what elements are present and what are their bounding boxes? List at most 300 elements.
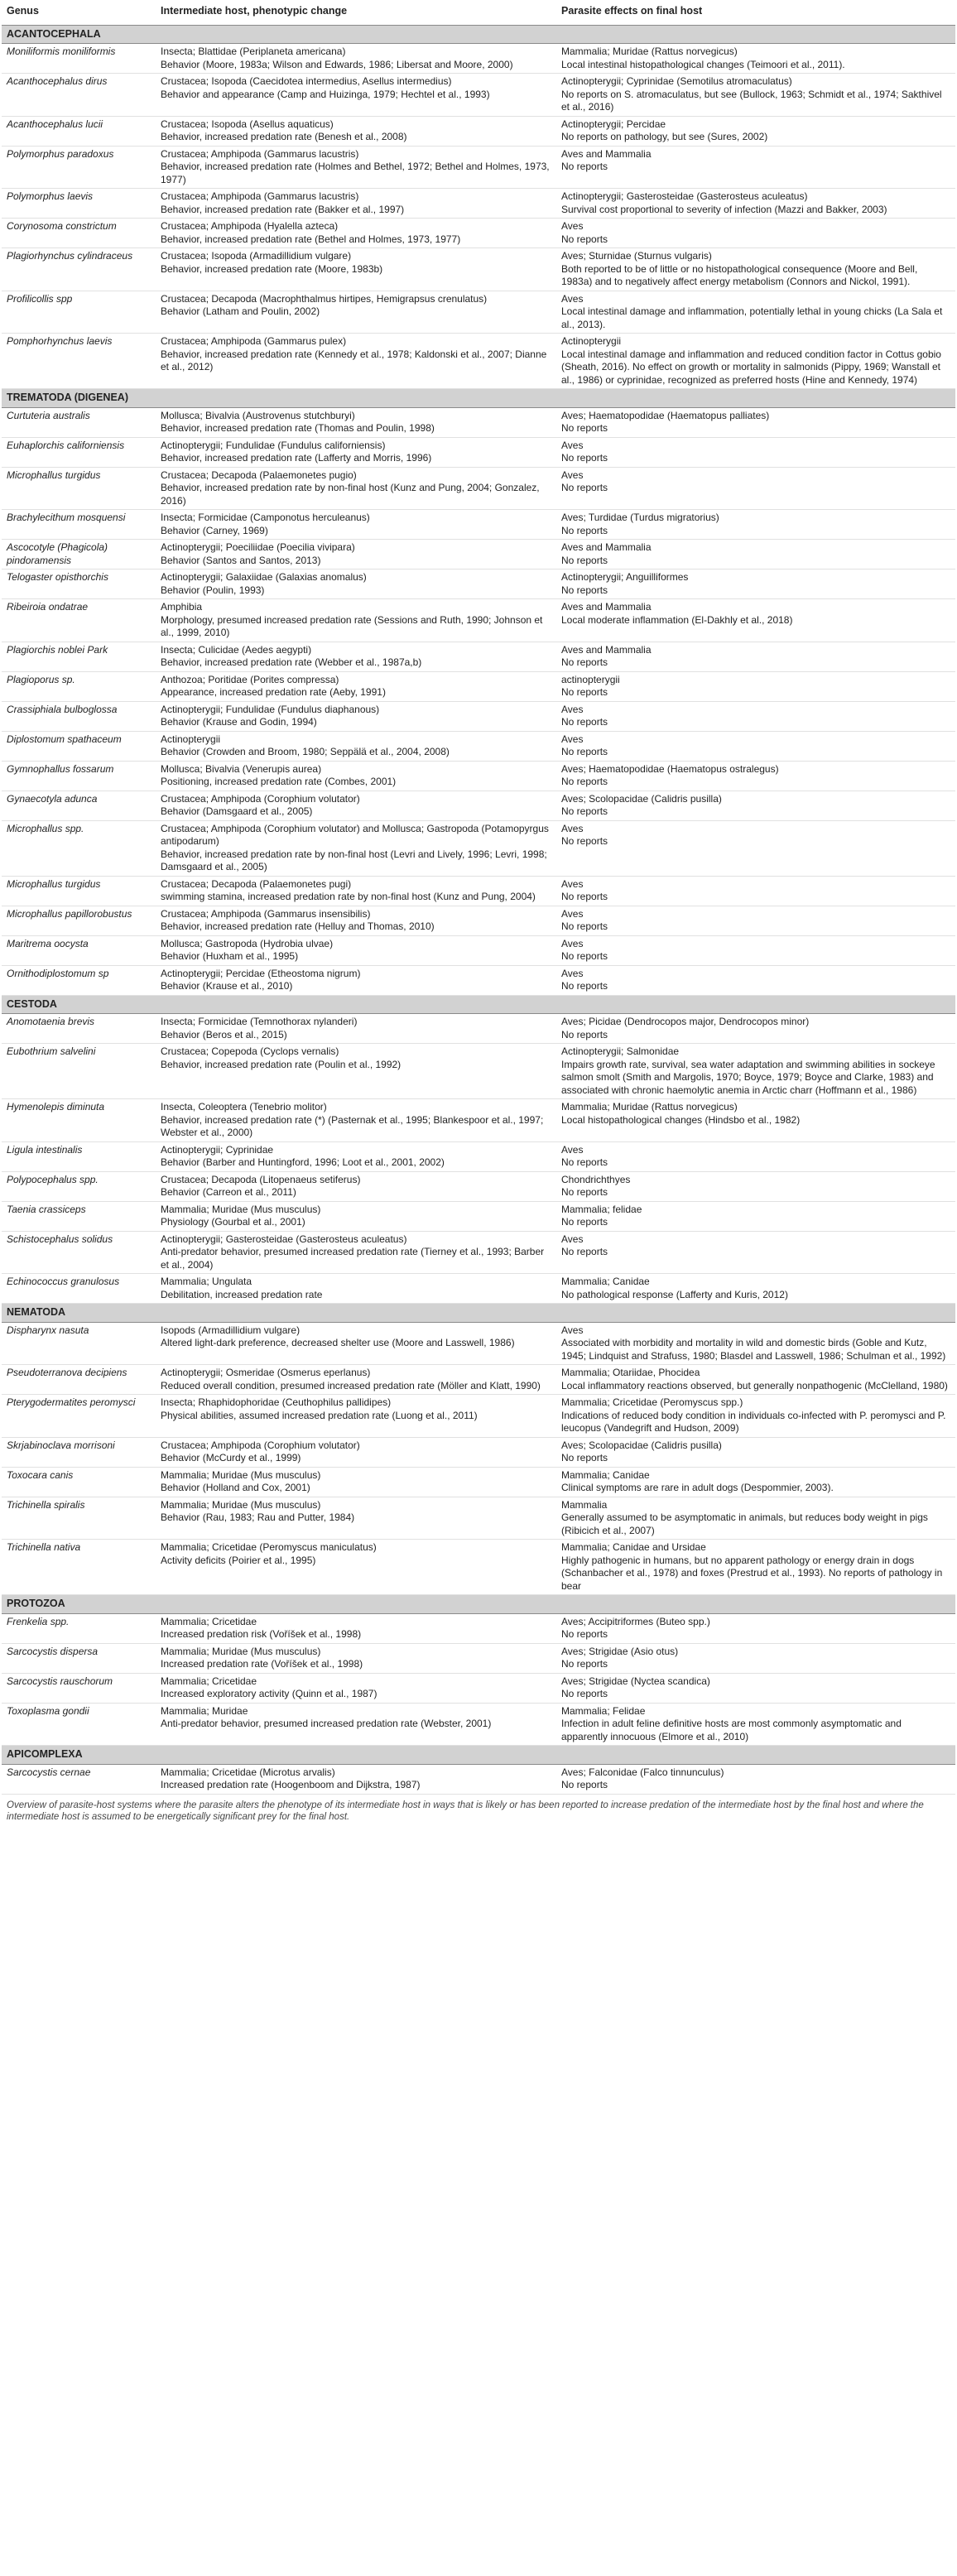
table-row [2, 189, 955, 219]
final-host-effect-cell [556, 1322, 955, 1365]
host-line: Crustacea; Amphipoda (Gammarus lacustris) [161, 190, 359, 202]
final-host-effect-cell [556, 671, 955, 701]
effect-line: No reports on pathology, but see (Sures, 2002) [561, 131, 768, 142]
effect-line: Actinopterygii; Gasterosteidae (Gasterosteus aculeatus) [561, 190, 808, 202]
genus-cell: Moniliformis moniliformis [2, 44, 156, 74]
host-line: Crustacea; Amphipoda (Corophium volutator) [161, 792, 360, 805]
host-line: Actinopterygii; Poeciliidae (Poecilia vivipara) [161, 541, 355, 553]
effect-line: Aves and Mammalia [561, 541, 652, 553]
final-host-effect-cell [556, 791, 955, 820]
genus-cell: Polypocephalus spp. [2, 1171, 156, 1201]
table-row [2, 599, 955, 642]
effect-line: No reports on S. atromaculatus, but see (Bullock, 1963; Schmidt et al., 1974; Sakthivel et al., 2016) [561, 88, 942, 113]
effect-line: Indications of reduced body condition in individuals co-infected with P. peromysci and P. leucopus (Vandegrift and Hudson, 2009) [561, 1409, 946, 1434]
host-line: Behavior (Damsgaard et al., 2005) [161, 805, 313, 817]
final-host-effect-cell [556, 701, 955, 731]
effect-line: Local moderate inflammation (El-Dakhly et al., 2018) [561, 613, 793, 626]
host-line: Actinopterygii; Osmeridae (Osmerus eperlanus) [161, 1367, 371, 1378]
effect-line: Aves [561, 822, 584, 834]
host-line: Actinopterygii; Galaxiidae (Galaxias anomalus) [161, 571, 367, 583]
host-line: Behavior, increased predation rate (Benesh et al., 2008) [161, 131, 407, 142]
final-host-effect-cell [556, 540, 955, 570]
effect-line: Mammalia; Felidae [561, 1704, 646, 1717]
final-host-effect-cell [556, 189, 955, 219]
effect-line: Mammalia; Otariidae, Phocidea [561, 1367, 700, 1378]
table-row [2, 291, 955, 334]
host-line: Crustacea; Decapoda (Palaemonetes pugi) [161, 877, 352, 890]
host-line: Mollusca; Bivalvia (Venerupis aurea) [161, 762, 322, 775]
table-row [2, 1141, 955, 1171]
effect-line: No reports [561, 746, 608, 757]
effect-line: No reports [561, 452, 608, 464]
host-line: Mammalia; Cricetidae [161, 1675, 257, 1687]
genus-cell: Plagioporus sp. [2, 671, 156, 701]
final-host-effect-cell [556, 1231, 955, 1274]
host-line: Behavior, increased predation rate (Lafferty and Morris, 1996) [161, 452, 432, 464]
final-host-effect-cell [556, 642, 955, 671]
intermediate-host-cell [156, 467, 556, 510]
final-host-effect-cell [556, 510, 955, 540]
host-line: Reduced overall condition, presumed increased predation rate (Möller and Klatt, 1990) [161, 1379, 541, 1391]
intermediate-host-cell [156, 219, 556, 248]
host-line: Mollusca; Bivalvia (Austrovenus stutchburyi) [161, 409, 355, 421]
genus-cell: Anomotaenia brevis [2, 1014, 156, 1044]
genus-cell: Gynaecotyla adunca [2, 791, 156, 820]
genus-cell: Skrjabinoclava morrisoni [2, 1437, 156, 1467]
effect-line: No reports [561, 980, 608, 992]
section-title: APICOMPLEXA [2, 1746, 955, 1765]
table-row [2, 44, 955, 74]
effect-line: Aves [561, 877, 584, 890]
section-header-row [2, 995, 955, 1014]
effect-line: No reports [561, 656, 608, 668]
final-host-effect-cell [556, 1643, 955, 1673]
host-line: Behavior (Crowden and Broom, 1980; Seppälä et al., 2004, 2008) [161, 746, 450, 757]
section-title: PROTOZOA [2, 1595, 955, 1614]
genus-cell: Corynosoma constrictum [2, 219, 156, 248]
host-line: Behavior, increased predation rate (Moore, 1983b) [161, 262, 383, 275]
section-title: CESTODA [2, 995, 955, 1014]
effect-line: Aves; Falconidae (Falco tinnunculus) [561, 1766, 724, 1778]
host-line: Increased predation rate (Hoogenboom and Dijkstra, 1987) [161, 1779, 421, 1790]
table-row [2, 791, 955, 820]
host-line: Positioning, increased predation rate (Combes, 2001) [161, 776, 397, 787]
effect-line: Aves [561, 937, 584, 949]
effect-line: No reports [561, 1028, 608, 1040]
host-line: Actinopterygii; Gasterosteidae (Gasterosteus aculeatus) [161, 1233, 407, 1245]
final-host-effect-cell [556, 1395, 955, 1438]
table-body [2, 25, 955, 1794]
effect-line: Associated with morbidity and mortality in wild and domestic birds (Goble and Kutz, 1945; Lindquist and Strafuss, 1980; Blasdel and Lasswell, 1986; Schulman et al., 1992) [561, 1337, 946, 1362]
table-row [2, 1703, 955, 1746]
effect-line: Aves; Strigidae (Nyctea scandica) [561, 1675, 710, 1687]
effect-line: Mammalia; Muridae (Rattus norvegicus) [561, 1101, 738, 1113]
host-line: Behavior (Latham and Poulin, 2002) [161, 305, 320, 317]
genus-cell: Gymnophallus fossarum [2, 761, 156, 791]
intermediate-host-cell [156, 731, 556, 761]
final-host-effect-cell [556, 599, 955, 642]
host-line: Behavior (Santos and Santos, 2013) [161, 554, 321, 566]
table-row [2, 1643, 955, 1673]
host-line: Mammalia; Cricetidae (Peromyscus maniculatus) [161, 1541, 377, 1553]
intermediate-host-cell [156, 1703, 556, 1746]
effect-line: Mammalia; Canidae [561, 1468, 650, 1481]
effect-line: Aves; Picidae (Dendrocopos major, Dendrocopos minor) [561, 1016, 810, 1027]
final-host-effect-cell [556, 876, 955, 906]
host-line: swimming stamina, increased predation rate by non-final host (Kunz and Pung, 2004) [161, 891, 536, 902]
genus-cell: Polymorphus paradoxus [2, 146, 156, 189]
intermediate-host-cell [156, 1467, 556, 1497]
genus-cell: Telogaster opisthorchis [2, 570, 156, 599]
genus-cell: Trichinella spiralis [2, 1497, 156, 1540]
final-host-effect-cell [556, 906, 955, 935]
table-row [2, 1467, 955, 1497]
host-line: Physical abilities, assumed increased predation rate (Luong et al., 2011) [161, 1409, 478, 1421]
intermediate-host-cell [156, 1201, 556, 1231]
intermediate-host-cell [156, 642, 556, 671]
genus-cell: Ascocotyle (Phagicola) pindoramensis [2, 540, 156, 570]
host-line: Mammalia; Cricetidae [161, 1615, 257, 1627]
effect-line: Mammalia; Canidae and Ursidae [561, 1541, 706, 1553]
table-row [2, 1322, 955, 1365]
table-row [2, 467, 955, 510]
effect-line: Clinical symptoms are rare in adult dogs (Despommier, 2003). [561, 1482, 834, 1493]
host-line: Behavior, increased predation rate (Webber et al., 1987a,b) [161, 656, 422, 668]
effect-line: Chondrichthyes [561, 1173, 631, 1185]
effect-line: Local intestinal damage and inflammation, potentially lethal in young chicks (La Sala et al., 2013). [561, 305, 943, 330]
effect-line: Aves and Mammalia [561, 601, 652, 613]
effect-line: Actinopterygii; Percidae [561, 118, 666, 130]
genus-cell: Sarcocystis dispersa [2, 1643, 156, 1673]
genus-cell: Dispharynx nasuta [2, 1322, 156, 1365]
effect-line: No reports [561, 891, 608, 902]
table-row [2, 642, 955, 671]
table-row [2, 965, 955, 995]
intermediate-host-cell [156, 570, 556, 599]
effect-line: Infection in adult feline definitive hosts are most commonly asymptomatic and apparently innocuous (Elmore et al., 2010) [561, 1718, 902, 1742]
host-line: Mammalia; Muridae (Mus musculus) [161, 1498, 321, 1511]
final-host-effect-cell [556, 935, 955, 965]
host-line: Behavior, increased predation rate by non-final host (Levri and Lively, 1996; Levri, 1998; Damsgaard et al., 2005) [161, 848, 547, 872]
effect-line: Aves and Mammalia [561, 147, 652, 160]
host-line: Appearance, increased predation rate (Aeby, 1991) [161, 686, 386, 698]
table-row [2, 510, 955, 540]
effect-line: Aves; Turdidae (Turdus migratorius) [561, 512, 719, 523]
host-line: Actinopterygii [161, 733, 221, 745]
final-host-effect-cell [556, 965, 955, 995]
effect-line: Aves and Mammalia [561, 643, 652, 656]
effect-line: Aves [561, 967, 584, 979]
host-line: Mammalia; Muridae (Mus musculus) [161, 1645, 321, 1657]
intermediate-host-cell [156, 1673, 556, 1703]
table-row [2, 1171, 955, 1201]
host-line: Mammalia; Muridae (Mus musculus) [161, 1468, 321, 1481]
table-row [2, 1673, 955, 1703]
effect-line: Aves [561, 1143, 584, 1156]
effect-line: No reports [561, 686, 608, 698]
genus-cell: Schistocephalus solidus [2, 1231, 156, 1274]
intermediate-host-cell [156, 820, 556, 876]
host-line: Amphibia [161, 601, 203, 613]
host-line: Mollusca; Gastropoda (Hydrobia ulvae) [161, 937, 334, 949]
table-row [2, 1099, 955, 1142]
intermediate-host-cell [156, 189, 556, 219]
host-line: Crustacea; Amphipoda (Gammarus lacustris) [161, 147, 359, 160]
intermediate-host-cell [156, 1613, 556, 1643]
intermediate-host-cell [156, 1141, 556, 1171]
effect-line: No reports [561, 1156, 608, 1168]
effect-line: Local intestinal damage and inflammation and reduced condition factor in Cottus gobio (Sheath, 2016). No effect on growth or mortality in salmonids (Pippy, 1969; Wanstall et al., 1986) or cyprinidae, recognized as preferred hosts (Hine and Kennedy, 1974) [561, 348, 941, 386]
final-host-effect-cell [556, 1613, 955, 1643]
table-row [2, 1437, 955, 1467]
genus-cell: Brachylecithum mosquensi [2, 510, 156, 540]
section-title: NEMATODA [2, 1304, 955, 1323]
effect-line: No reports [561, 554, 608, 566]
host-line: Morphology, presumed increased predation rate (Sessions and Ruth, 1990; Johnson et al., 1999, 2010) [161, 613, 543, 638]
host-line: Mammalia; Muridae (Mus musculus) [161, 1203, 321, 1215]
host-line: Crustacea; Isopoda (Asellus aquaticus) [161, 118, 334, 130]
host-line: Crustacea; Decapoda (Macrophthalmus hirtipes, Hemigrapsus crenulatus) [161, 292, 488, 305]
final-host-effect-cell [556, 1171, 955, 1201]
host-line: Anti-predator behavior, presumed increased predation rate (Webster, 2001) [161, 1718, 492, 1729]
effect-line: Aves [561, 733, 584, 745]
host-line: Insecta; Culicidae (Aedes aegypti) [161, 643, 312, 656]
final-host-effect-cell [556, 146, 955, 189]
genus-cell: Microphallus turgidus [2, 467, 156, 510]
final-host-effect-cell [556, 74, 955, 117]
table-row [2, 146, 955, 189]
effect-line: Aves; Accipitriformes (Buteo spp.) [561, 1615, 710, 1627]
effect-line: No reports [561, 920, 608, 932]
final-host-effect-cell [556, 1014, 955, 1044]
host-line: Debilitation, increased predation rate [161, 1288, 323, 1300]
table-row [2, 540, 955, 570]
host-line: Insecta; Blattidae (Periplaneta americana) [161, 46, 346, 57]
effect-line: Aves; Strigidae (Asio otus) [561, 1645, 679, 1657]
final-host-effect-cell [556, 1467, 955, 1497]
table-row [2, 334, 955, 389]
host-line: Isopods (Armadillidium vulgare) [161, 1324, 301, 1336]
section-header-row [2, 1304, 955, 1323]
host-line: Actinopterygii; Fundulidae (Fundulus diaphanous) [161, 703, 380, 715]
header-intermediate-host: Intermediate host, phenotypic change [156, 0, 556, 25]
table-row [2, 1274, 955, 1304]
host-line: Behavior (McCurdy et al., 1999) [161, 1452, 301, 1463]
effect-line: Actinopterygii; Anguilliformes [561, 571, 689, 583]
host-line: Crustacea; Decapoda (Palaemonetes pugio) [161, 469, 357, 481]
genus-cell: Polymorphus laevis [2, 189, 156, 219]
genus-cell: Plagiorhynchus cylindraceus [2, 248, 156, 291]
intermediate-host-cell [156, 248, 556, 291]
final-host-effect-cell [556, 570, 955, 599]
table-row [2, 701, 955, 731]
final-host-effect-cell [556, 407, 955, 437]
host-line: Mammalia; Muridae [161, 1704, 248, 1717]
effect-line: Actinopterygii; Cyprinidae (Semotilus atromaculatus) [561, 75, 792, 87]
effect-line: Mammalia; Canidae [561, 1276, 650, 1287]
effect-line: No reports [561, 1779, 608, 1790]
effect-line: Highly pathogenic in humans, but no apparent pathology or energy drain in dogs (Schanbacher et al., 1978) and foxes (Prestrud et al., 1993). No reports of pathology in bear [561, 1554, 943, 1592]
effect-line: Aves [561, 907, 584, 920]
genus-cell: Ornithodiplostomum sp [2, 965, 156, 995]
host-line: Behavior, increased predation rate (Poulin et al., 1992) [161, 1058, 402, 1070]
table-row [2, 876, 955, 906]
table-row [2, 935, 955, 965]
host-line: Behavior, increased predation rate (Bethel and Holmes, 1973, 1977) [161, 233, 461, 245]
section-title: TREMATODA (DIGENEA) [2, 389, 955, 408]
table-row [2, 1201, 955, 1231]
effect-line: Aves [561, 439, 584, 451]
host-line: Behavior (Carreon et al., 2011) [161, 1186, 296, 1198]
final-host-effect-cell [556, 761, 955, 791]
genus-cell: Curtuteria australis [2, 407, 156, 437]
table-row [2, 116, 955, 146]
effect-line: Aves [561, 703, 584, 715]
host-line: Crustacea; Isopoda (Caecidotea intermedius, Asellus intermedius) [161, 75, 452, 87]
intermediate-host-cell [156, 671, 556, 701]
final-host-effect-cell [556, 1099, 955, 1142]
effect-line: No reports [561, 161, 608, 172]
genus-cell: Echinococcus granulosus [2, 1274, 156, 1304]
genus-cell: Diplostomum spathaceum [2, 731, 156, 761]
effect-line: Generally assumed to be asymptomatic in animals, but reduces body weight in pigs (Ribicich et al., 2007) [561, 1511, 928, 1536]
table-row [2, 1014, 955, 1044]
intermediate-host-cell [156, 906, 556, 935]
host-line: Increased predation risk (Voříšek et al., 1998) [161, 1628, 362, 1640]
intermediate-host-cell [156, 1437, 556, 1467]
intermediate-host-cell [156, 1322, 556, 1365]
final-host-effect-cell [556, 731, 955, 761]
genus-cell: Microphallus spp. [2, 820, 156, 876]
intermediate-host-cell [156, 291, 556, 334]
host-line: Behavior, increased predation rate (Holmes and Bethel, 1972; Bethel and Holmes, 1973, 1977) [161, 161, 550, 185]
genus-cell: Euhaplorchis californiensis [2, 437, 156, 467]
genus-cell: Acanthocephalus dirus [2, 74, 156, 117]
effect-line: No reports [561, 482, 608, 493]
genus-cell: Pterygodermatites peromysci [2, 1395, 156, 1438]
final-host-effect-cell [556, 1703, 955, 1746]
host-line: Mammalia; Cricetidae (Microtus arvalis) [161, 1766, 335, 1778]
host-line: Insecta; Formicidae (Camponotus herculeanus) [161, 512, 370, 523]
effect-line: Actinopterygii; Salmonidae [561, 1045, 680, 1057]
final-host-effect-cell [556, 1497, 955, 1540]
host-line: Behavior (Krause et al., 2010) [161, 980, 293, 992]
effect-line: Aves [561, 1324, 584, 1336]
host-line: Behavior (Huxham et al., 1995) [161, 950, 299, 962]
intermediate-host-cell [156, 1497, 556, 1540]
table-row [2, 820, 955, 876]
intermediate-host-cell [156, 1044, 556, 1099]
final-host-effect-cell [556, 1141, 955, 1171]
parasite-host-table [2, 0, 955, 1795]
genus-cell: Taenia crassiceps [2, 1201, 156, 1231]
effect-line: Mammalia; Muridae (Rattus norvegicus) [561, 46, 738, 57]
final-host-effect-cell [556, 334, 955, 389]
intermediate-host-cell [156, 334, 556, 389]
genus-cell: Crassiphiala bulboglossa [2, 701, 156, 731]
effect-line: Aves [561, 220, 584, 232]
section-header-row [2, 1595, 955, 1614]
effect-line: Impairs growth rate, survival, sea water adaptation and swimming abilities in sockeye salmon smolt (Smith and Margolis, 1970; Boyce, 1979; Boyce and Clarke, 1983) and associated with chronic haemolytic anemia in Arctic charr (Hoffmann et al., 1986) [561, 1058, 935, 1096]
table-row [2, 407, 955, 437]
host-line: Behavior (Carney, 1969) [161, 524, 268, 536]
final-host-effect-cell [556, 1437, 955, 1467]
intermediate-host-cell [156, 1643, 556, 1673]
effect-line: No reports [561, 805, 608, 817]
genus-cell: Maritrema oocysta [2, 935, 156, 965]
intermediate-host-cell [156, 1365, 556, 1395]
table-row [2, 906, 955, 935]
effect-line: No reports [561, 1246, 608, 1257]
effect-line: actinopterygii [561, 673, 620, 685]
intermediate-host-cell [156, 146, 556, 189]
host-line: Crustacea; Amphipoda (Gammarus insensibilis) [161, 907, 371, 920]
host-line: Behavior (Krause and Godin, 1994) [161, 716, 317, 728]
table-row [2, 1365, 955, 1395]
host-line: Behavior, increased predation rate (Helluy and Thomas, 2010) [161, 920, 435, 932]
effect-line: Both reported to be of little or no histopathological consequence (Moore and Bell, 1983a) and to negatively affect energy metabolism (Connors and Nickol, 1991). [561, 262, 918, 287]
table-row [2, 248, 955, 291]
table-row [2, 1231, 955, 1274]
intermediate-host-cell [156, 761, 556, 791]
genus-cell: Toxoplasma gondii [2, 1703, 156, 1746]
host-line: Behavior, increased predation rate (Bakker et al., 1997) [161, 203, 405, 215]
effect-line: No reports [561, 950, 608, 962]
effect-line: Local histopathological changes (Hindsbo et al., 1982) [561, 1113, 801, 1126]
final-host-effect-cell [556, 437, 955, 467]
effect-line: Aves [561, 469, 584, 481]
effect-line: No reports [561, 233, 608, 245]
final-host-effect-cell [556, 820, 955, 876]
intermediate-host-cell [156, 437, 556, 467]
table-footnote: Overview of parasite-host systems where the parasite alters the phenotype of its intermediate host in ways that is likely or has been reported to increase predation of the intermediate host by the final host and where the intermediate host is assumed to be energetically significant prey for the final host. [7, 1800, 924, 1822]
section-header-row [2, 1746, 955, 1765]
host-line: Altered light-dark preference, decreased shelter use (Moore and Lasswell, 1986) [161, 1337, 515, 1348]
intermediate-host-cell [156, 74, 556, 117]
effect-line: No reports [561, 1216, 608, 1228]
host-line: Anti-predator behavior, presumed increased predation rate (Tierney et al., 1993; Barber et al., 2004) [161, 1246, 545, 1271]
effect-line: Actinopterygii [561, 335, 622, 347]
table-header [2, 0, 955, 25]
effect-line: No reports [561, 716, 608, 728]
effect-line: No reports [561, 1186, 608, 1198]
effect-line: Local intestinal histopathological changes (Teimoori et al., 2011). [561, 58, 845, 70]
effect-line: No reports [561, 422, 608, 434]
effect-line: Aves; Scolopacidae (Calidris pusilla) [561, 1439, 722, 1451]
table-row [2, 761, 955, 791]
final-host-effect-cell [556, 44, 955, 74]
genus-cell: Frenkelia spp. [2, 1613, 156, 1643]
host-line: Insecta, Coleoptera (Tenebrio molitor) [161, 1101, 327, 1113]
host-line: Behavior (Poulin, 1993) [161, 584, 265, 596]
genus-cell: Eubothrium salvelini [2, 1044, 156, 1099]
genus-cell: Pseudoterranova decipiens [2, 1365, 156, 1395]
final-host-effect-cell [556, 1764, 955, 1794]
genus-cell: Microphallus turgidus [2, 876, 156, 906]
host-line: Actinopterygii; Cyprinidae [161, 1143, 274, 1156]
intermediate-host-cell [156, 1099, 556, 1142]
section-header-row [2, 25, 955, 44]
section-header-row [2, 389, 955, 408]
host-line: Behavior and appearance (Camp and Huizinga, 1979; Hechtel et al., 1993) [161, 88, 490, 100]
table-row [2, 1395, 955, 1438]
intermediate-host-cell [156, 44, 556, 74]
final-host-effect-cell [556, 1365, 955, 1395]
effect-line: No reports [561, 776, 608, 787]
genus-cell: Acanthocephalus lucii [2, 116, 156, 146]
host-line: Physiology (Gourbal et al., 2001) [161, 1216, 305, 1228]
host-line: Actinopterygii; Percidae (Etheostoma nigrum) [161, 967, 361, 979]
